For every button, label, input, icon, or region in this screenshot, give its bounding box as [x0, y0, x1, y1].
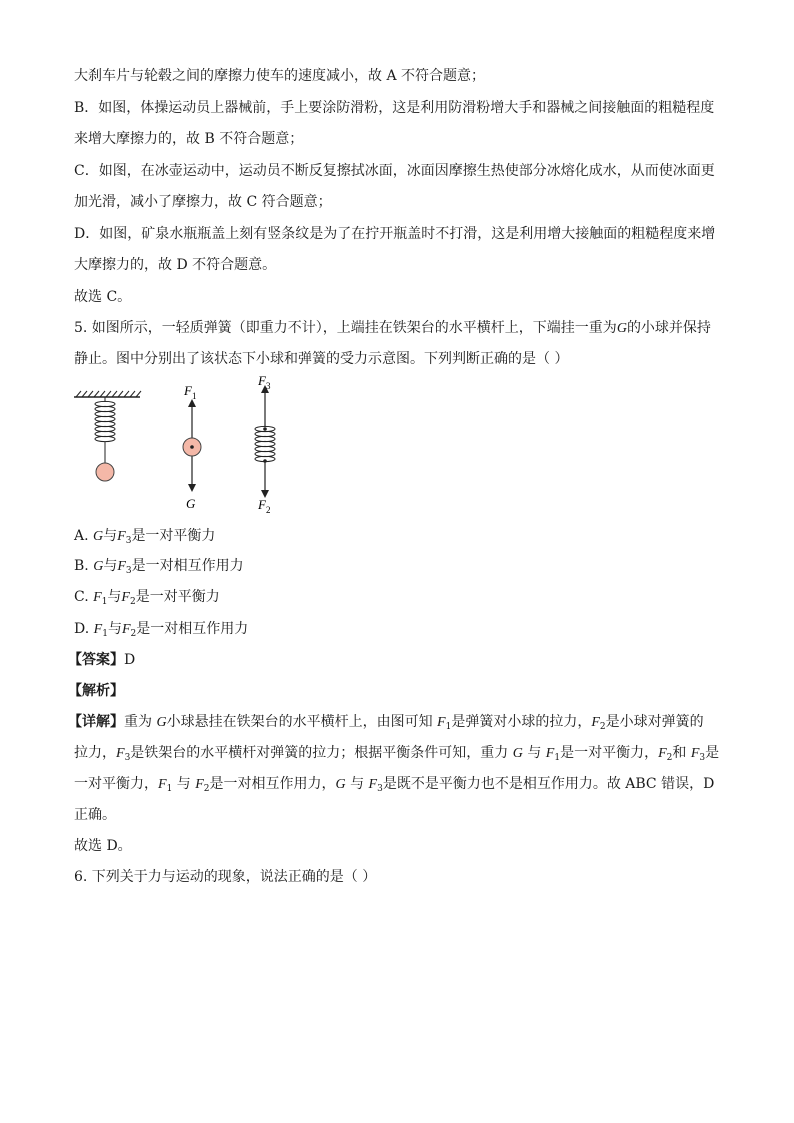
text-line: 来增大摩擦力的，故 B 不符合题意；: [74, 131, 304, 147]
option-d: D. $F_1$与$F_2$是一对相互作用力: [74, 621, 249, 639]
conclusion-line: 故选 D。: [74, 838, 132, 854]
detail-line-1: 【详解】重为 G小球悬挂在铁架台的水平横杆上，由图可知 $F_1$是弹簧对小球的拉力，$F_2$是小球对弹簧的: [68, 714, 704, 732]
detail-line-3: 一对平衡力，$F_1$ 与 $F_2$是一对相互作用力，G 与 $F_3$是既不是平衡力也不是相互作用力。故 ABC 错误，D: [74, 776, 715, 794]
detail-line-4: 正确。: [74, 807, 116, 823]
label-f3: $F_3$: [258, 373, 271, 391]
option-c: C. $F_1$与$F_2$是一对平衡力: [74, 589, 220, 607]
label-f2: $F_2$: [258, 497, 271, 515]
question-5-stem-line2: 静止。图中分别出了该状态下小球和弹簧的受力示意图。下列判断正确的是（ ）: [74, 351, 569, 367]
text-line: 大摩擦力的，故 D 不符合题意。: [74, 257, 277, 273]
text-line: 加光滑，减小了摩擦力，故 C 符合题意；: [74, 194, 332, 210]
analysis-label: 【解析】: [68, 683, 124, 699]
detail-line-2: 拉力，$F_3$是铁架台的水平横杆对弹簧的拉力；根据平衡条件可知，重力 G 与 $F_1$是一对平衡力，$F_2$和 $F_3$是: [74, 745, 720, 763]
text-line: 故选 C。: [74, 289, 132, 305]
question-5-stem: 5. 如图所示，一轻质弹簧（即重力不计），上端挂在铁架台的水平横杆上，下端挂一重为G的小球并保持: [74, 320, 711, 336]
text-line: C．如图，在冰壶运动中，运动员不断反复擦拭冰面，冰面因摩擦生热使部分冰熔化成水，从而使冰面更: [74, 163, 715, 179]
question-6-stem: 6. 下列关于力与运动的现象，说法正确的是（ ）: [74, 869, 377, 885]
spring-force-diagram: [255, 373, 275, 515]
answer-line: 【答案】D: [68, 652, 136, 668]
force-diagram: [70, 372, 300, 522]
ball-force-diagram: [183, 383, 201, 511]
option-b: B. G与$F_3$是一对相互作用力: [74, 558, 244, 576]
option-a: A. G与$F_3$是一对平衡力: [74, 528, 216, 546]
spring-ball-setup: [74, 391, 141, 481]
text-line: B．如图，体操运动员上器械前，手上要涂防滑粉，这是利用防滑粉增大手和器械之间接触面的粗糙程度: [74, 100, 715, 116]
text-line: D．如图，矿泉水瓶瓶盖上刻有竖条纹是为了在拧开瓶盖时不打滑，这是利用增大接触面的粗糙程度来增: [74, 226, 716, 242]
text-line: 大刹车片与轮毂之间的摩擦力使车的速度减小，故 A 不符合题意；: [74, 68, 486, 84]
label-f1: $F_1$: [184, 383, 197, 401]
label-g: G: [186, 496, 196, 511]
